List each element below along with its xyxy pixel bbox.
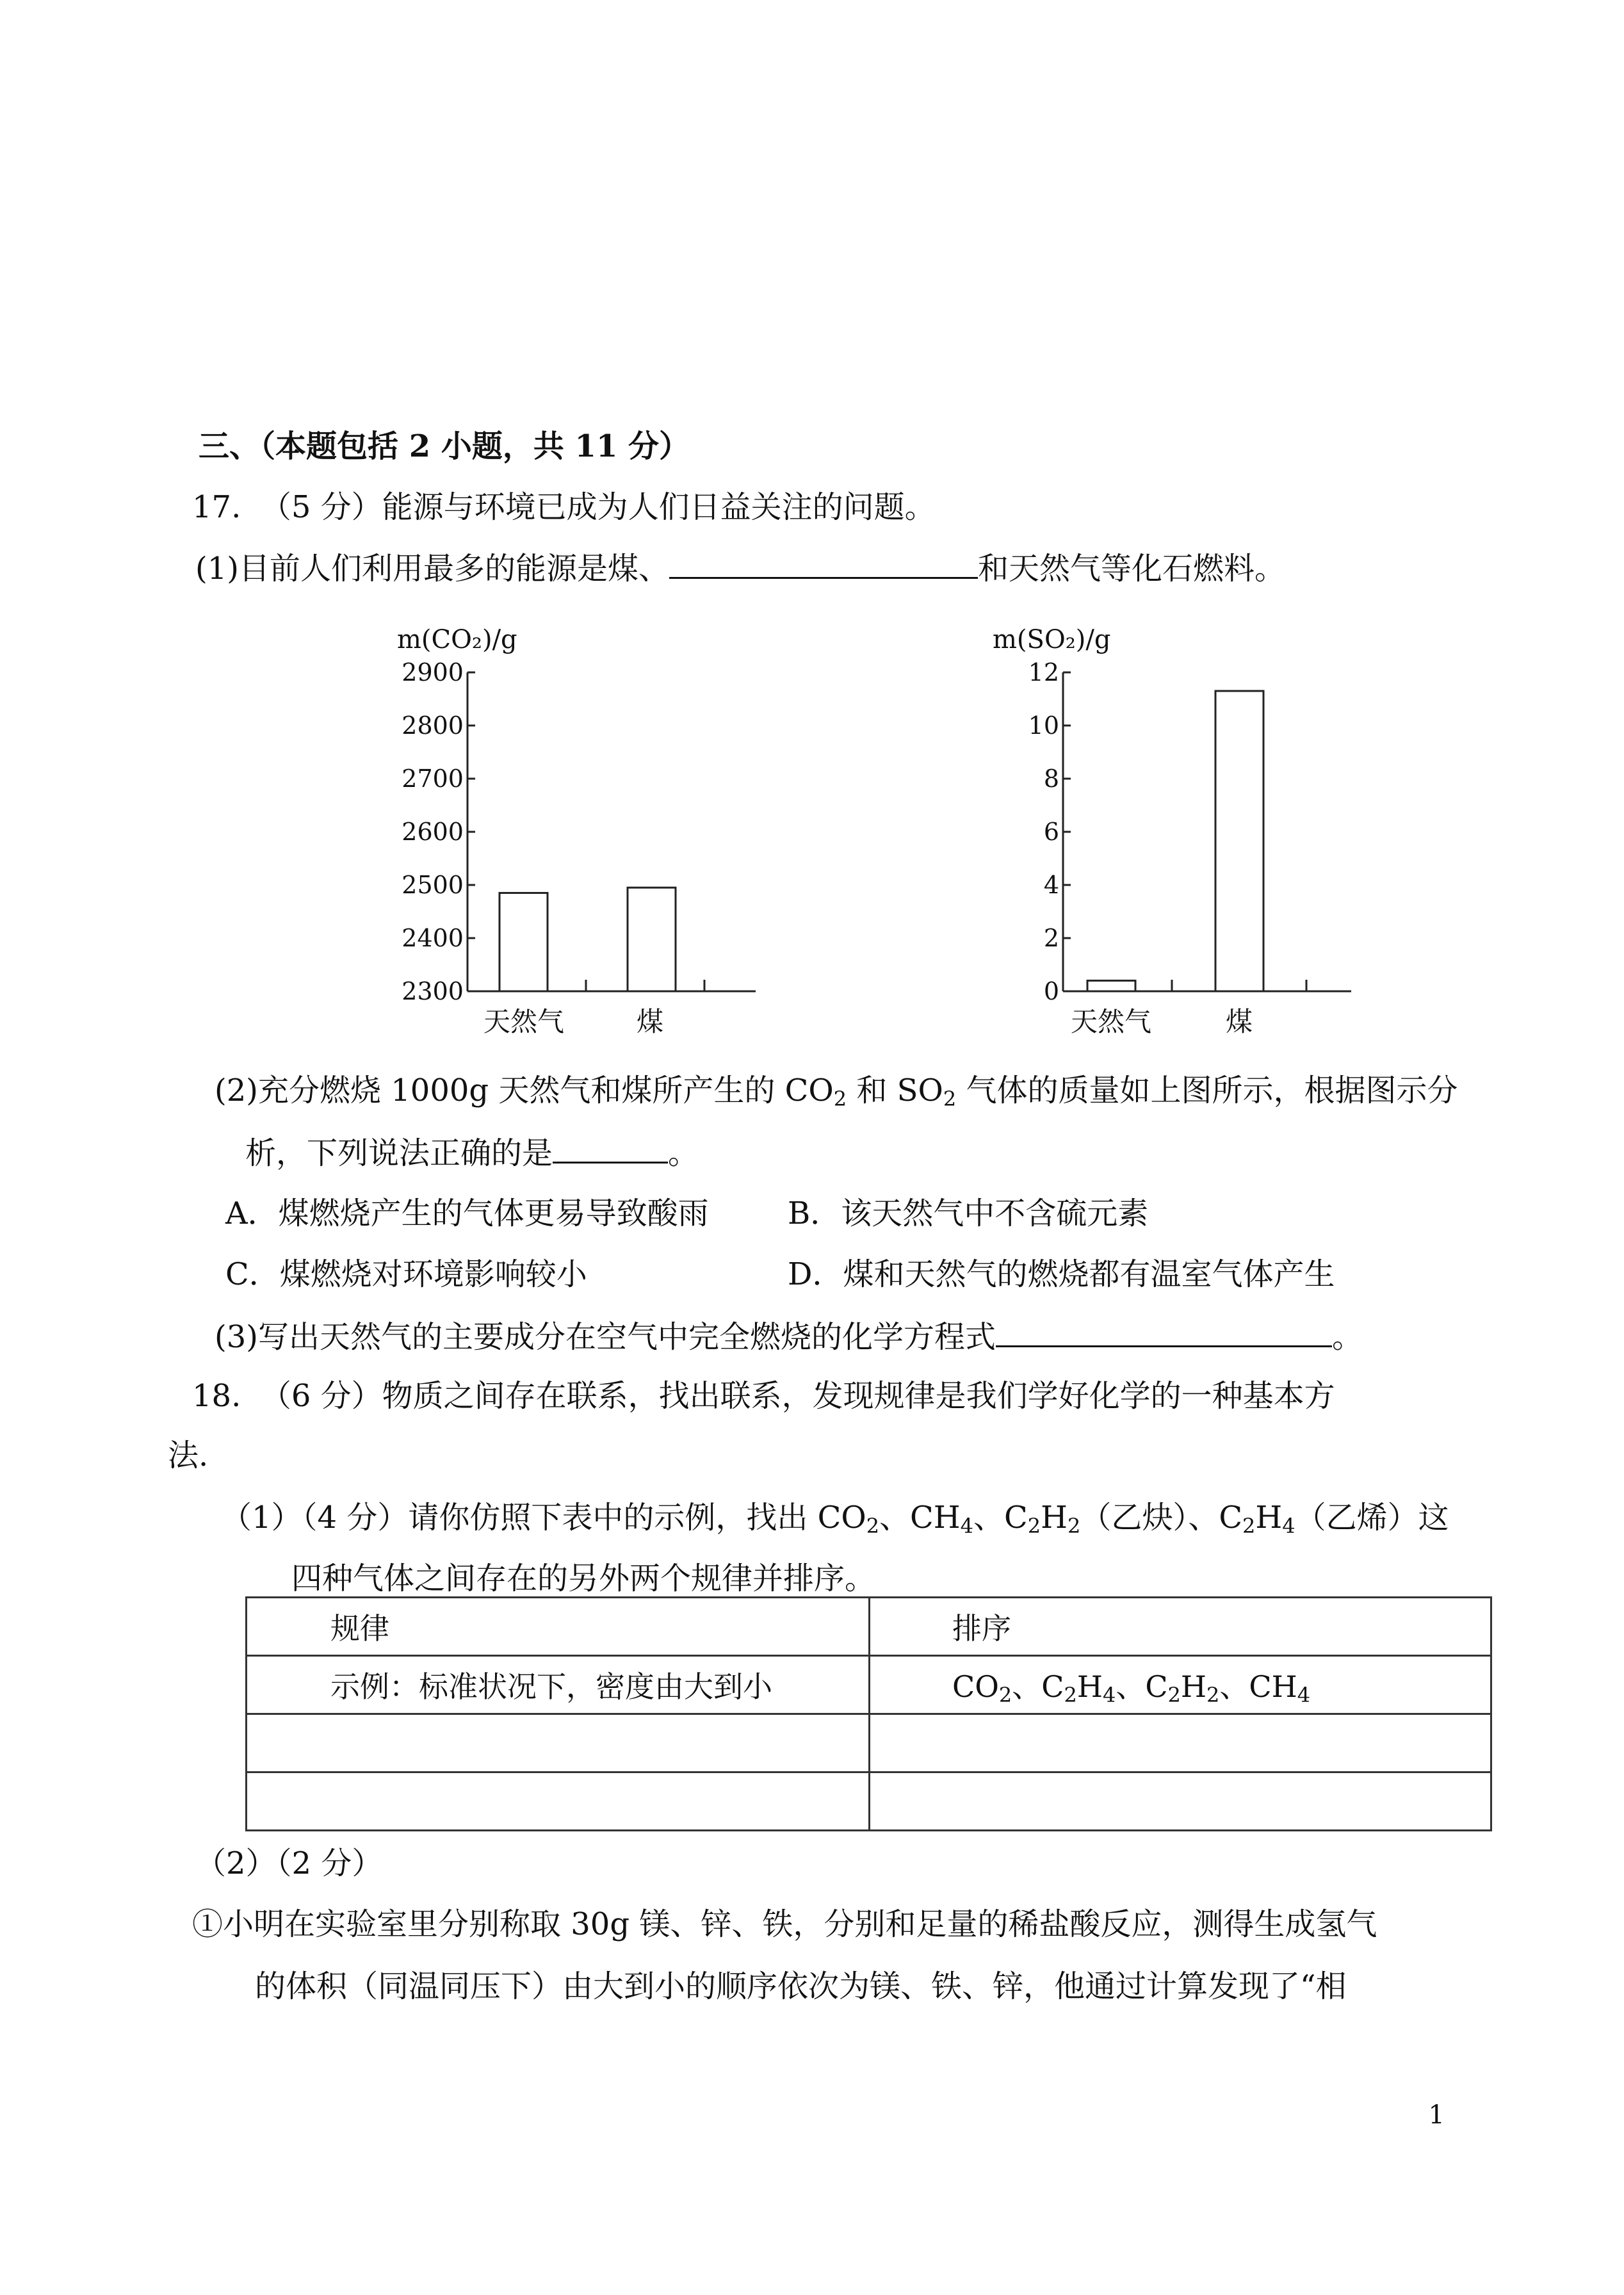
y-tick-label: 2	[1043, 924, 1059, 952]
q17-part2-line2: 析，下列说法正确的是 。	[245, 1132, 699, 1172]
q17-part2-blank[interactable]	[553, 1132, 668, 1164]
q17-part2-line1: (2)充分燃烧 1000g 天然气和煤所产生的 $CO_2$ 和 $SO_2$ 气体的质量如上图所示，根据图示分	[215, 1073, 1458, 1111]
q18-stem-line2: 法.	[168, 1438, 209, 1473]
q17-option-b: B．该天然气中不含硫元素	[788, 1196, 1149, 1231]
x-category-label: 天然气	[483, 1006, 565, 1037]
y-tick-label: 2800	[402, 711, 464, 740]
q18-part2: （2）（2 分）	[195, 1845, 383, 1881]
y-axis-label: m(CO₂)/g	[397, 625, 517, 654]
table-answer-rule-2[interactable]	[247, 1772, 870, 1831]
x-category-label: 煤	[1225, 1006, 1253, 1037]
y-tick-label: 2400	[402, 924, 464, 952]
x-category-label: 煤	[636, 1006, 664, 1037]
y-axis-label: m(SO₂)/g	[993, 625, 1111, 654]
page-number: 1	[1428, 2100, 1445, 2130]
q18-stem-line1: 18. （6 分）物质之间存在联系，找出联系，发现规律是我们学好化学的一种基本方	[192, 1378, 1335, 1414]
y-tick-label: 2900	[402, 658, 464, 686]
q18-part1-line1: （1）（4 分）请你仿照下表中的示例，找出 $CO_2$、$CH_4$、$C_2H_2$（乙炔）、$C_2H_4$（乙烯）这	[221, 1500, 1449, 1538]
y-tick-label: 12	[1028, 658, 1059, 686]
table-header-rule: 规律	[247, 1598, 870, 1656]
y-tick-label: 6	[1043, 818, 1059, 846]
q17-part3: (3)写出天然气的主要成分在空气中完全燃烧的化学方程式 。	[215, 1316, 1363, 1356]
rules-table	[245, 1596, 1492, 1831]
q17-stem: 17. （5 分）能源与环境已成为人们日益关注的问题。	[192, 489, 936, 525]
y-tick-label: 2700	[402, 765, 464, 793]
q18-part2-item1-line2: 的体积（同温同压下）由大到小的顺序依次为镁、铁、锌，他通过计算发现了“相	[255, 1968, 1347, 2004]
section-heading: 三、（本题包括 2 小题，共 11 分）	[199, 428, 690, 464]
table-row	[247, 1714, 1491, 1772]
table-row	[247, 1772, 1491, 1831]
co2-chart	[359, 608, 794, 1050]
y-tick-label: 4	[1043, 871, 1059, 899]
q18-part1-line2: 四种气体之间存在的另外两个规律并排序。	[291, 1561, 876, 1596]
y-tick-label: 2300	[402, 977, 464, 1005]
table-row	[247, 1656, 1491, 1714]
table-header-order: 排序	[870, 1598, 1491, 1656]
q17-option-d: D．煤和天然气的燃烧都有温室气体产生	[788, 1256, 1335, 1292]
y-tick-label: 2500	[402, 871, 464, 899]
q17-part3-blank[interactable]	[996, 1316, 1332, 1347]
q17-option-c: C．煤燃烧对环境影响较小	[225, 1256, 587, 1292]
table-answer-rule-1[interactable]	[247, 1714, 870, 1772]
bar	[1215, 691, 1263, 991]
table-row	[247, 1598, 1491, 1656]
table-example-rule: 示例：标准状况下，密度由大到小	[247, 1656, 870, 1714]
so2-chart	[993, 608, 1377, 1050]
table-answer-order-1[interactable]	[870, 1714, 1491, 1772]
y-tick-label: 2600	[402, 818, 464, 846]
x-category-label: 天然气	[1070, 1006, 1152, 1037]
q17-part1-blank[interactable]	[669, 547, 978, 579]
bar	[628, 888, 676, 991]
y-tick-label: 8	[1043, 765, 1059, 793]
q17-part1: (1)目前人们利用最多的能源是煤、 和天然气等化石燃料。	[195, 547, 1285, 588]
table-example-order: $CO_2$、$C_2H_4$、$C_2H_2$、$CH_4$	[870, 1656, 1491, 1714]
q18-part2-item1-line1: ①小明在实验室里分别称取 30g 镁、锌、铁，分别和足量的稀盐酸反应，测得生成氢气	[192, 1906, 1377, 1942]
bar	[499, 893, 548, 991]
bar	[1087, 980, 1135, 991]
y-tick-label: 10	[1028, 711, 1059, 740]
y-tick-label: 0	[1043, 977, 1059, 1005]
q17-option-a: A．煤燃烧产生的气体更易导致酸雨	[225, 1196, 709, 1231]
table-answer-order-2[interactable]	[870, 1772, 1491, 1831]
